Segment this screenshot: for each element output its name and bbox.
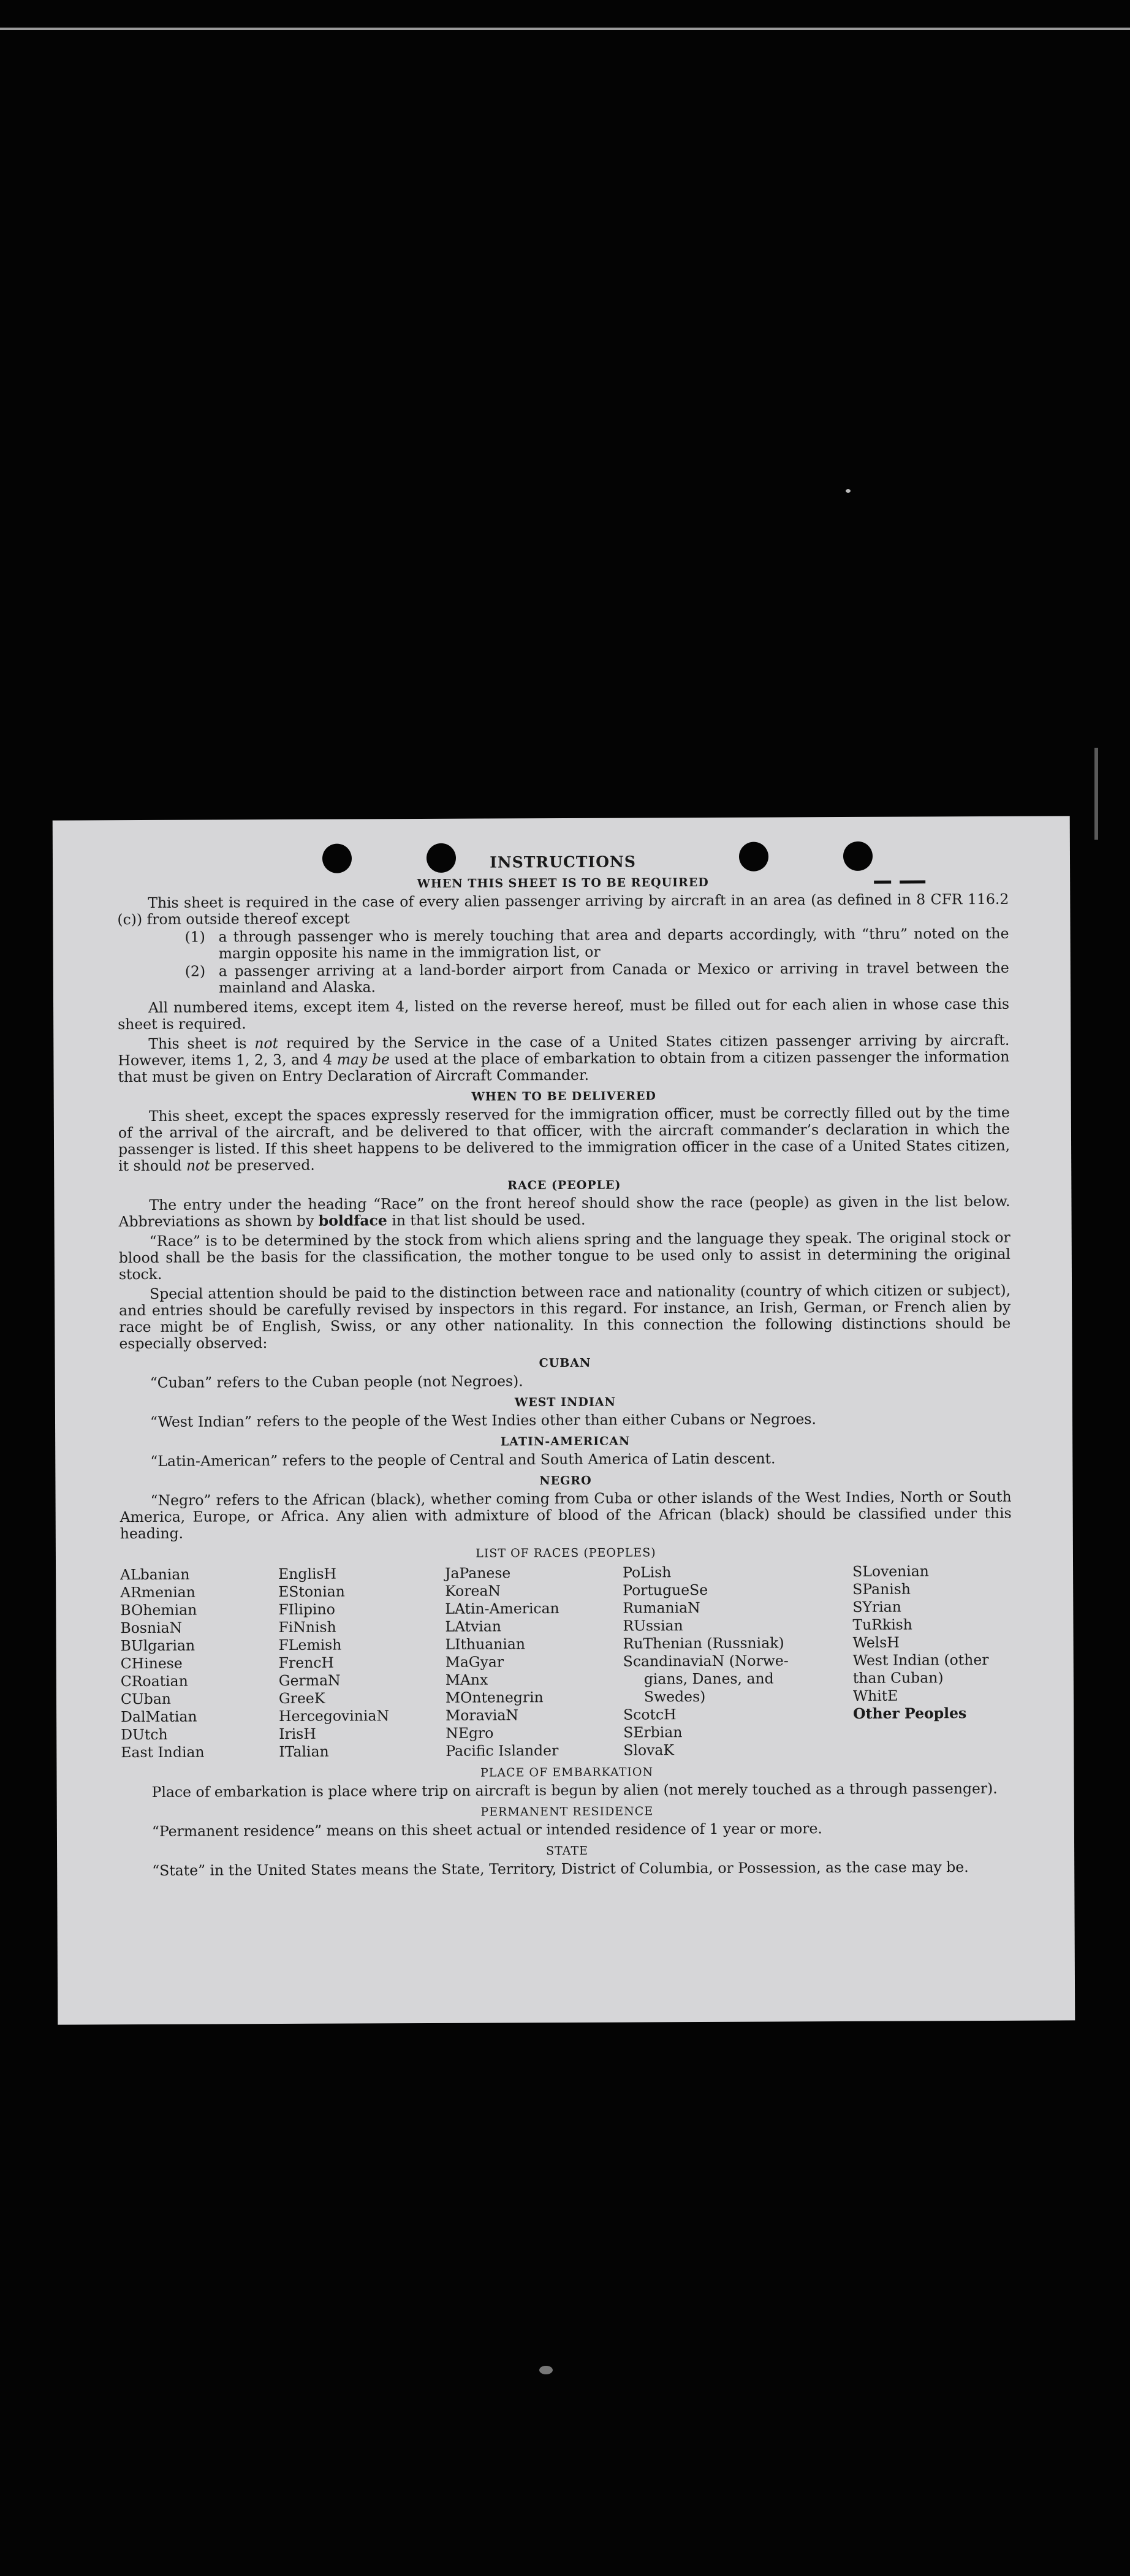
race-column	[445, 1564, 623, 1760]
race-item: RUssian	[623, 1617, 683, 1635]
race-item: Swedes)	[643, 1687, 706, 1706]
race-item: gians, Danes, and	[643, 1670, 774, 1688]
race-item: MoraviaN	[446, 1706, 518, 1724]
exception-number: (2)	[184, 962, 206, 980]
embarkation-definition: Place of embarkation is place where trip on aircraft is begun by alien (not merely touched as a through passenger).	[151, 1779, 998, 1801]
race-paragraph-1: The entry under the heading “Race” on the front hereof should show the race (people) as given in the list below. Abbreviations as shown by boldface in that list should be used.	[118, 1192, 1011, 1231]
race-column	[852, 1562, 1012, 1758]
punch-hole	[739, 842, 768, 872]
film-speck	[539, 2366, 553, 2374]
film-top-rule	[0, 28, 1130, 30]
race-column	[120, 1565, 279, 1761]
race-paragraph-2: “Race” is to be determined by the stock from which aliens spring and the language they speak. The original stock or blood shall be the basis for the classification, the mother tongue to be used only to assist in determining the original stock.	[118, 1228, 1011, 1283]
punch-hole	[843, 842, 873, 871]
cuban-definition: “Cuban” refers to the Cuban people (not Negroes).	[150, 1372, 523, 1391]
race-item: WhitE	[852, 1687, 898, 1704]
race-list	[120, 1562, 1012, 1761]
race-item: PortugueSe	[623, 1581, 708, 1599]
ink-dash	[900, 880, 925, 883]
heading-embarkation: PLACE OF EMBARKATION	[480, 1765, 654, 1780]
numbered-items-paragraph: All numbered items, except item 4, listed on the reverse hereof, must be filled out for each alien in whose case this sheet is required.	[118, 995, 1010, 1033]
heading-residence: PERMANENT RESIDENCE	[480, 1804, 654, 1819]
race-item: ScotcH	[623, 1706, 677, 1723]
film-edge-mark	[1094, 748, 1098, 840]
race-item: East Indian	[121, 1743, 205, 1761]
race-item: West Indian (other than Cuban)	[852, 1651, 989, 1687]
page-title: INSTRUCTIONS	[490, 853, 636, 872]
race-item: WelsH	[852, 1633, 900, 1651]
west-indian-definition: “West Indian” refers to the people of the West Indies other than either Cubans or Negroes.	[150, 1410, 816, 1430]
race-item: FIlipino	[278, 1600, 335, 1619]
exception-item	[185, 960, 1009, 997]
race-item: RuThenian (Russniak)	[623, 1634, 784, 1652]
race-item: SPanish	[852, 1580, 911, 1598]
race-item: SlovaK	[623, 1741, 675, 1759]
race-item: ALbanian	[120, 1565, 190, 1584]
when-delivered-paragraph: This sheet, except the spaces expressly reserved for the immigration officer, must be correctly filled out by the time of the arrival of the aircraft, and be delivered to that officer, with the aircraft commander’s declaration in which the passenger is listed. If this sheet happens to be delivered to the immigration officer in the case of a United States citizen, it should not be preserved.	[118, 1103, 1011, 1175]
race-item: LAtvian	[445, 1617, 502, 1635]
race-item: ScandinaviaN (Norwe-	[623, 1652, 789, 1670]
race-item: Other Peoples	[853, 1704, 967, 1722]
race-item: KoreaN	[445, 1582, 501, 1600]
race-item: EStonian	[278, 1582, 345, 1601]
citizen-paragraph: This sheet is not required by the Service in the case of a United States citizen passenger arriving by aircraft. However, items 1, 2, 3, and 4 may be used at the place of embarkation to obtain from a citizen passenger the information that must be given on Entry Declaration of Aircraft Commander.	[118, 1031, 1010, 1086]
race-item: SErbian	[623, 1723, 683, 1741]
race-item: BOhemian	[120, 1601, 197, 1619]
race-item: MaGyar	[445, 1653, 504, 1671]
race-item: SYrian	[852, 1598, 901, 1616]
race-item: DUtch	[121, 1725, 168, 1744]
latin-american-definition: “Latin-American” refers to the people of Central and South America of Latin descent.	[150, 1449, 776, 1470]
heading-latin-american: LATIN-AMERICAN	[500, 1434, 631, 1449]
race-item: GermaN	[278, 1671, 341, 1690]
residence-definition: “Permanent residence” means on this sheet actual or intended residence of 1 year or more.	[151, 1820, 822, 1840]
heading-west-indian: WEST INDIAN	[514, 1395, 616, 1410]
heading-negro: NEGRO	[539, 1473, 592, 1488]
punch-hole	[427, 843, 456, 873]
race-item: IrisH	[279, 1725, 316, 1743]
race-item: HercegoviniaN	[279, 1707, 390, 1725]
heading-when-required: WHEN THIS SHEET IS TO BE REQUIRED	[417, 875, 709, 891]
instructions-sheet	[53, 816, 1075, 2024]
heading-when-delivered: WHEN TO BE DELIVERED	[471, 1089, 656, 1104]
race-item: CUban	[120, 1690, 172, 1708]
race-item: CRoatian	[120, 1672, 188, 1690]
race-item: PoLish	[623, 1563, 672, 1581]
race-item: GreeK	[278, 1689, 325, 1708]
race-paragraph-3: Special attention should be paid to the distinction between race and nationality (country of which citizen or subject), and entries should be carefully revised by inspectors in this regard. For instance, an Irish, German, or French alien by race might be of English, Swiss, or any other nationality. In this connection the following distinctions should be especially observed:	[119, 1281, 1011, 1353]
race-item: FiNnish	[278, 1618, 336, 1636]
race-item: NEgro	[446, 1724, 494, 1742]
race-item: Pacific Islander	[446, 1742, 559, 1760]
race-item: TuRkish	[852, 1616, 912, 1633]
film-speck	[846, 489, 851, 493]
race-item: LAtin-American	[445, 1600, 559, 1617]
race-item: RumaniaN	[623, 1599, 700, 1617]
race-item: ARmenian	[120, 1583, 195, 1601]
race-item: MAnx	[445, 1671, 488, 1689]
exception-item	[184, 925, 1009, 962]
race-item: CHinese	[120, 1654, 183, 1673]
when-required-intro: This sheet is required in the case of every alien passenger arriving by aircraft in an area (as defined in 8 CFR 116.2 (c)) from outside thereof except	[117, 890, 1009, 929]
exception-text: a through passenger who is merely touching that area and departs accordingly, with “thru” noted on the margin opposite his name in the immigration list, or	[218, 924, 1009, 962]
heading-list-of-races: LIST OF RACES (PEOPLES)	[476, 1546, 656, 1560]
race-item: SLovenian	[852, 1562, 929, 1580]
race-item: ITalian	[279, 1742, 329, 1761]
heading-state: STATE	[546, 1844, 589, 1858]
punch-hole	[322, 844, 352, 873]
race-column	[278, 1565, 446, 1761]
state-definition: “State” in the United States means the State, Territory, District of Columbia, or Possession, as the case may be.	[152, 1858, 969, 1879]
race-item: MOntenegrin	[445, 1689, 544, 1706]
ink-dash	[874, 881, 891, 884]
heading-race: RACE (PEOPLE)	[507, 1178, 621, 1193]
race-item: EnglisH	[278, 1565, 337, 1583]
exception-number: (1)	[184, 928, 205, 946]
race-item: DalMatian	[121, 1708, 197, 1726]
race-item: FLemish	[278, 1636, 342, 1654]
race-column	[623, 1563, 853, 1760]
race-item: BosniaN	[120, 1619, 183, 1637]
race-item: JaPanese	[445, 1564, 511, 1582]
race-item: FrencH	[278, 1654, 335, 1672]
heading-cuban: CUBAN	[539, 1356, 591, 1370]
race-item: BUlgarian	[120, 1636, 195, 1655]
race-item: LIthuanian	[445, 1635, 526, 1653]
negro-definition: “Negro” refers to the African (black), whether coming from Cuba or other islands of the West Indies, North or South America, Europe, or Africa. Any alien with admixture of blood of the African (black) should be classified under this heading.	[119, 1487, 1012, 1543]
exception-text: a passenger arriving at a land-border airport from Canada or Mexico or arriving in travel between the mainland and Alaska.	[218, 959, 1009, 997]
